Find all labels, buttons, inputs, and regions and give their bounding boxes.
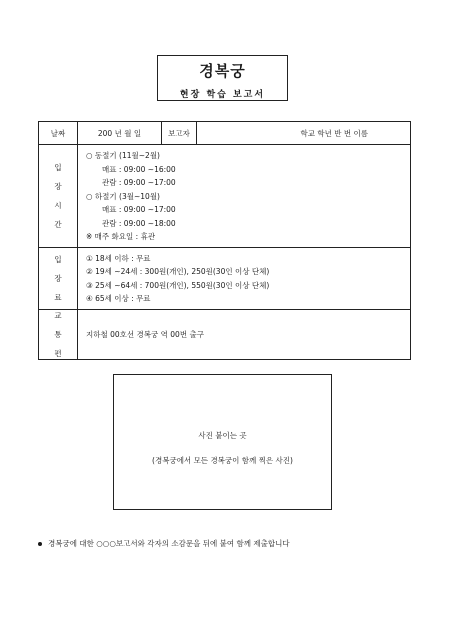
fee-row: [39, 247, 411, 309]
list-item: 매표 : 09:00 ~16:00: [102, 164, 176, 174]
date-value: 200 년 월 일: [78, 122, 162, 145]
document-title: 경복궁: [199, 62, 246, 80]
list-item: ○ 동절기 (11월~2월): [86, 151, 160, 160]
title-box: [157, 55, 288, 101]
list-item: ※ 매주 화요일 : 휴관: [86, 232, 156, 241]
date-label: 날짜: [39, 122, 78, 145]
list-item: 매표 : 09:00 ~17:00: [102, 205, 176, 214]
list-item: ① 18세 이하 : 무료: [86, 253, 151, 263]
list-item: 관람 : 09:00 ~18:00: [102, 218, 176, 228]
photo-placeholder: [113, 374, 332, 510]
entry-time-row: [39, 145, 411, 248]
transit-value: 지하철 00호선 경복궁 역 00번 출구: [78, 309, 411, 359]
list-item: ○ 하절기 (3월~10월): [86, 191, 160, 201]
fee-label: 입 장 료: [39, 247, 78, 309]
document-subtitle: 현장 학습 보고서: [179, 90, 266, 100]
reporter-value: 학교 학년 반 번 이름: [197, 122, 411, 145]
note-text: 경복궁에 대한 ○○○보고서와 각자의 소감문을 뒤에 붙여 함께 제출합니다: [48, 539, 290, 548]
list-item: 관람 : 09:00 ~17:00: [102, 178, 176, 187]
bullet-icon: [38, 542, 42, 546]
fee-details: [78, 247, 411, 309]
submission-note: [38, 538, 290, 549]
info-table: [38, 121, 411, 360]
photo-title: 사진 붙이는 곳: [198, 431, 247, 440]
transit-row: [39, 309, 411, 359]
date-row: [39, 122, 411, 145]
transit-label: 교 통 편: [39, 309, 78, 359]
entry-time-details: [78, 145, 411, 248]
photo-caption: (경복궁에서 모든 경복궁이 함께 찍은 사진): [152, 456, 293, 465]
reporter-label: 보고자: [162, 122, 197, 145]
list-item: ② 19세 ~24세 : 300원(개인), 250원(30인 이상 단체): [86, 267, 270, 276]
list-item: ④ 65세 이상 : 무료: [86, 294, 151, 303]
entry-time-label: 입 장 시 간: [39, 145, 78, 248]
list-item: ③ 25세 ~64세 : 700원(개인), 550원(30인 이상 단체): [86, 280, 270, 290]
